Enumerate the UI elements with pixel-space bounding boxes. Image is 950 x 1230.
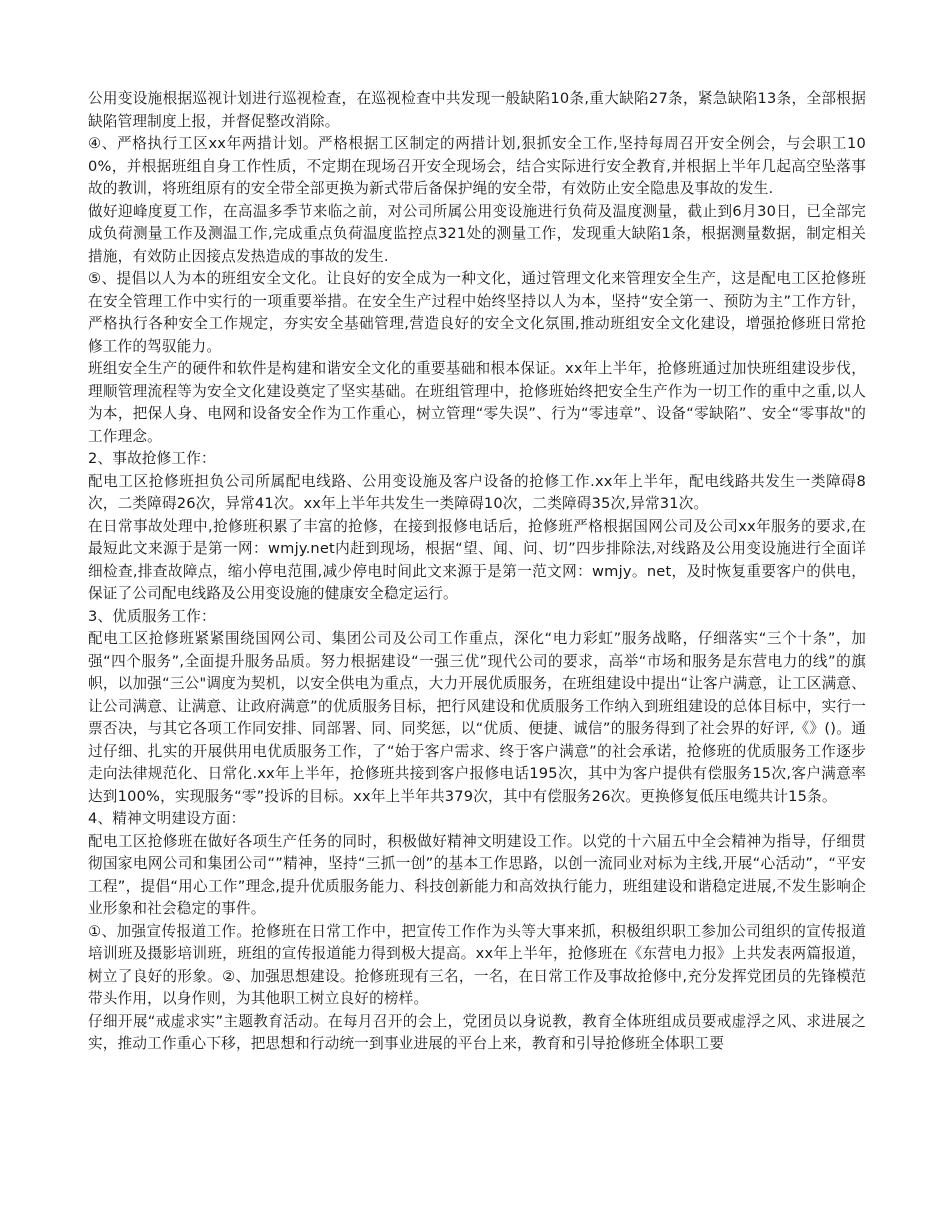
paragraph-repair-stats: 配电工区抢修班担负公司所属配电线路、公用变设施及客户设备的抢修工作.xx年上半年，配电线路共发生一类障碍8次，二类障碍26次，异常41次。xx年上半年共发生一类障碍10次，二类障碍35次,异常31次。: [88, 472, 866, 512]
paragraph-quality-service: 配电工区抢修班紧紧围绕国网公司、集团公司及公司工作重点，深化“电力彩虹”服务战略，仔细落实“三个十条”，加强“四个服务”,全面提升服务品质。努力根据建设“一强三优”现代公司的要求，高举“市场和服务是东营电力的线”的旗帜，以加强“三公"调度为契机，以安全供电为重点，大力开展优质服务，在班组建设中提出“让客户满意，让工区满意、让公司满意、让满意、让政府满意”的优质服务目标，把行风建设和优质服务工作纳入到班组建设的总体目标中，实行一票否决，与其它各项工作同安排、同部署、同、同奖惩，以“优质、便捷、诚信”的服务得到了社会界的好评,《》()。通过仔细、扎实的开展供用电优质服务工作，了“始于客户需求、终于客户满意”的社会承诺，抢修班的优质服务工作逐步走向法律规范化、日常化.xx年上半年，抢修班共接到客户报修电话195次，其中为客户提供有偿服务15次,客户满意率达到100%，实现服务“零”投诉的目标。xx年上半年共379次，其中有偿服务26次。更换修复低压电缆共计15条。: [88, 630, 866, 805]
document-page: [88, 88, 866, 1056]
section-heading-service: 3、优质服务工作：: [88, 607, 216, 625]
paragraph-civilization: 配电工区抢修班在做好各项生产任务的同时，积极做好精神文明建设工作。以党的十六届五中全会精神为指导，仔细贯彻国家电网公司和集团公司“”精神，坚持“三抓一创”的基本工作思路，以创一流同业对标为主线,开展“心活动”，“平安工程”，提倡“用心工作”理念,提升优质服务能力、科技创新能力和高效执行能力，班组建设和谐稳定进展,不发生影响企业形象和社会稳定的事件。: [88, 832, 866, 917]
paragraph-summer-peak: 做好迎峰度夏工作，在高温多季节来临之前，对公司所属公用变设施进行负荷及温度测量，截止到6月30日，已全部完成负荷测量工作及测温工作,完成重点负荷温度监控点321处的测量工作，发现重大缺陷1条，根据测量数据，制定相关措施，有效防止因接点发热造成的事故的发生.: [88, 202, 866, 265]
section-heading-repair: 2、事故抢修工作：: [88, 450, 216, 467]
paragraph-defect-inspection: 公用变设施根据巡视计划进行巡视检查，在巡视检查中共发现一般缺陷10条,重大缺陷27条，紧急缺陷13条，全部根据缺陷管理制度上报，并督促整改消除。: [88, 90, 866, 130]
paragraph-publicity: ①、加强宣传报道工作。抢修班在日常工作中，把宣传工作作为头等大事来抓，积极组织职工参加公司组织的宣传报道培训班及摄影培训班，班组的宣传报道能力得到极大提高。xx年上半年，抢修班在《东营电力报》上共发表两篇报道，树立了良好的形象。②、加强思想建设。抢修班现有三名，一名，在日常工作及事故抢修中,充分发挥党团员的先锋模范带头作用，以身作则，为其他职工树立良好的榜样。: [88, 922, 866, 1007]
paragraph-safety-culture: ⑤、提倡以人为本的班组安全文化。让良好的安全成为一种文化，通过管理文化来管理安全生产，这是配电工区抢修班在安全管理工作中实行的一项重要举措。在安全生产过程中始终坚持以人为本，坚持“安全第一、预防为主”工作方针，严格执行各种安全工作规定，夯实安全基础管理,营造良好的安全文化氛围,推动班组安全文化建设，增强抢修班日常抢修工作的驾驭能力。: [88, 270, 866, 355]
paragraph-two-measures-plan: ④、严格执行工区xx年两措计划。严格根据工区制定的两措计划,狠抓安全工作,坚持每周召开安全例会，与会职工100%，并根据班组自身工作性质，不定期在现场召开安全现场会，结合实际进行安全教育,并根据上半年几起高空坠落事故的教训，将班组原有的安全带全部更换为新式带后备保护绳的安全带，有效防止安全隐患及事故的发生.: [88, 135, 866, 197]
section-heading-civilization: 4、精神文明建设方面：: [88, 810, 246, 827]
paragraph-safety-foundation: 班组安全生产的硬件和软件是构建和谐安全文化的重要基础和根本保证。xx年上半年，抢修班通过加快班组建设步伐，理顺管理流程等为安全文化建设奠定了坚实基础。在班组管理中，抢修班始终把安全生产作为一切工作的重中之重,以人为本，把保人身、电网和设备安全作为工作重心，树立管理“零失误”、行为“零违章”、设备“零缺陷”、安全“零事故"的工作理念。: [88, 360, 866, 445]
paragraph-daily-accident: 在日常事故处理中,抢修班积累了丰富的抢修，在接到报修电话后，抢修班严格根据国网公司及公司xx年服务的要求,在最短此文来源于是第一网：wmjy.net内赶到现场，根据“望、闻、问、切”四步排除法,对线路及公用变设施进行全面详细检查,排查故障点，缩小停电范围,减少停电时间此文来源于是第一范文网：wmjy。net，及时恢复重要客户的供电，保证了公司配电线路及公用变设施的健康安全稳定运行。: [88, 517, 866, 602]
paragraph-education: 仔细开展“戒虚求实”主题教育活动。在每月召开的会上，党团员以身说教，教育全体班组成员要戒虚浮之风、求进展之实，推动工作重心下移，把思想和行动统一到事业进展的平台上来，教育和引导抢修班全体职工要: [88, 1012, 866, 1052]
